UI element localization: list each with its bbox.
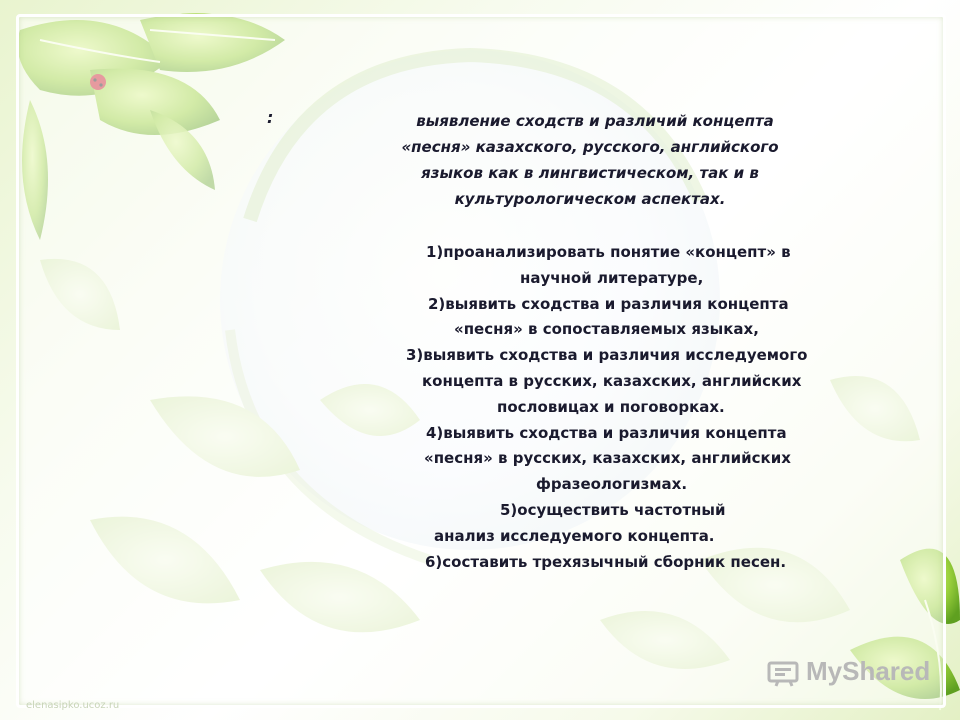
task-line: концепта в русских, казахских, английских <box>422 371 802 390</box>
task-line: 6)составить трехязычный сборник песен. <box>425 552 787 571</box>
goal-colon: : <box>267 108 274 127</box>
goal-line: языков как в лингвистическом, так и в <box>421 164 759 182</box>
goal-line: выявление сходств и различий концепта <box>416 112 774 130</box>
task-line: анализ исследуемого концепта. <box>434 526 715 545</box>
site-url: elenasipko.ucoz.ru <box>26 700 120 711</box>
myshared-logo-icon <box>766 657 802 687</box>
myshared-watermark <box>766 656 930 687</box>
task-line: 3)выявить сходства и различия исследуемого <box>406 346 808 365</box>
goal-text <box>350 108 830 212</box>
task-line: 5)осуществить частотный <box>500 500 726 519</box>
goal-line: «песня» казахского, русского, английского <box>401 138 779 156</box>
task-line: научной литературе, <box>520 268 704 287</box>
task-line: «песня» в сопоставляемых языках, <box>454 320 759 339</box>
task-line: 4)выявить сходства и различия концепта <box>426 423 787 442</box>
task-line: фразеологизмах. <box>536 475 688 494</box>
task-line: 2)выявить сходства и различия концепта <box>428 294 789 313</box>
tasks-list <box>330 240 910 575</box>
task-line: пословицах и поговорках. <box>497 397 725 416</box>
goal-line: культурологическом аспектах. <box>454 190 726 208</box>
task-line: 1)проанализировать понятие «концепт» в <box>426 243 791 261</box>
task-line: «песня» в русских, казахских, английских <box>424 449 791 468</box>
watermark-text: MyShared <box>806 656 931 686</box>
